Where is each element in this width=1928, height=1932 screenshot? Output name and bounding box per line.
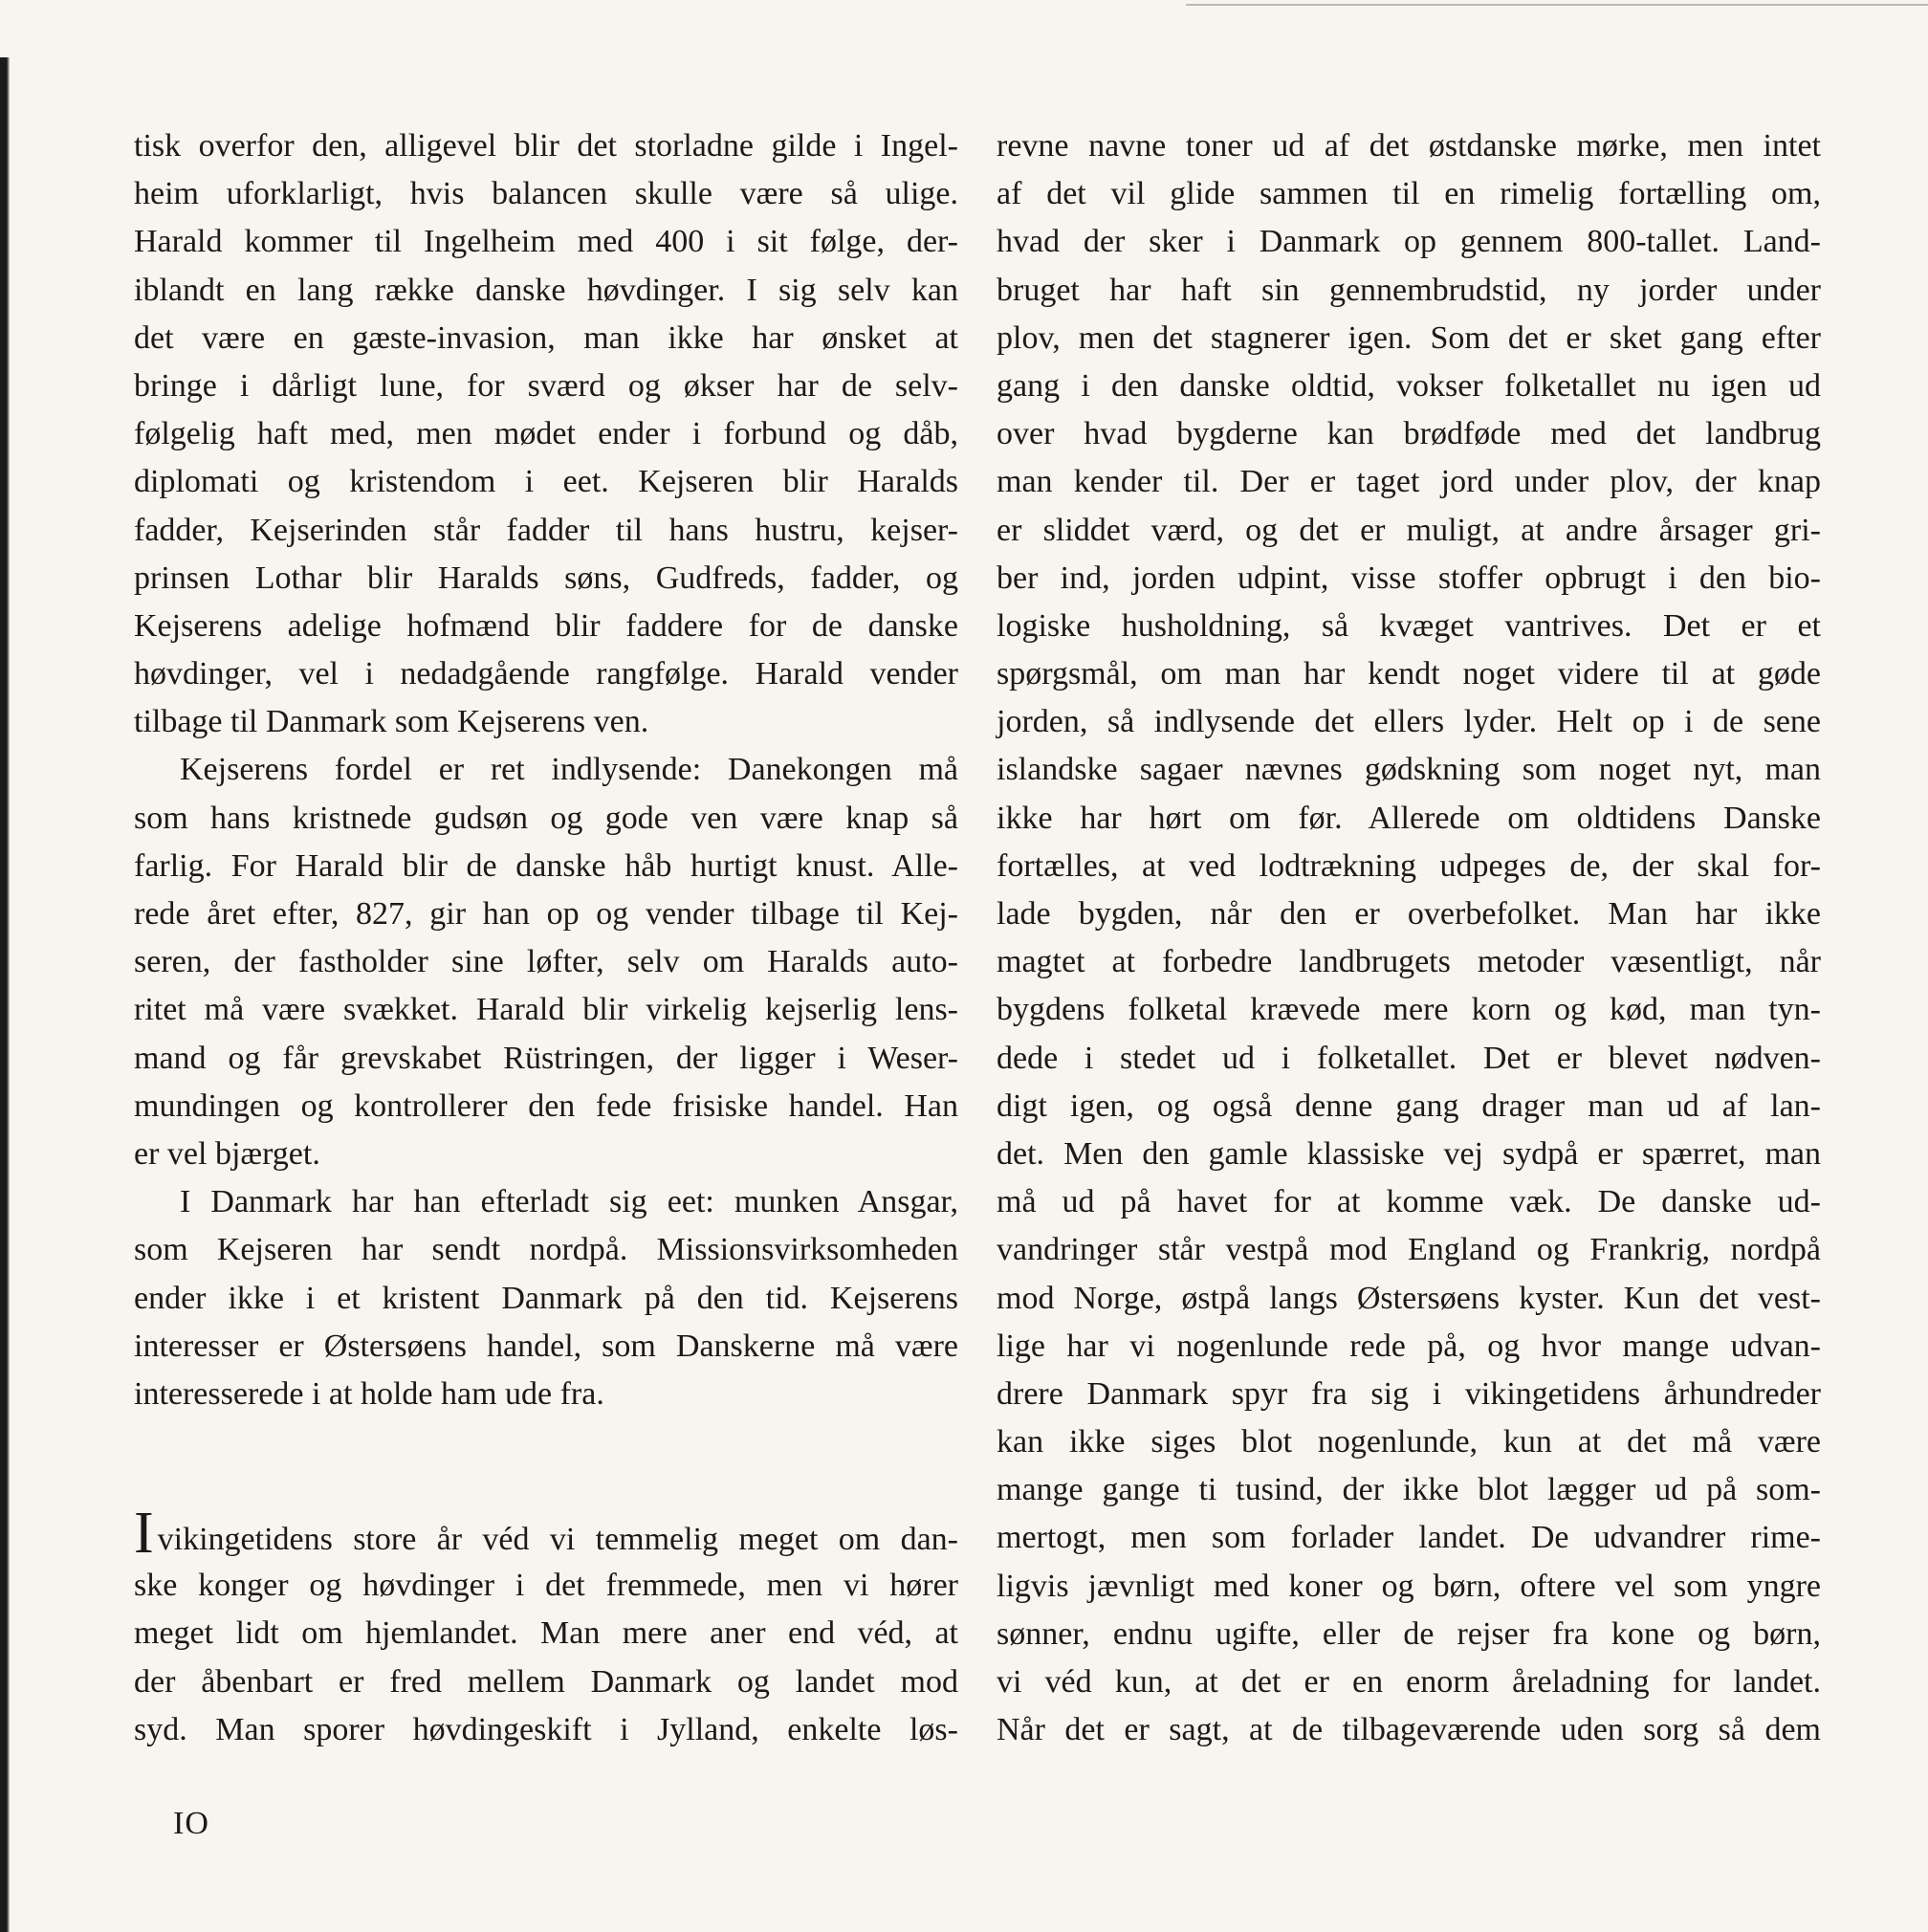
text-line: vi véd kun, at det er en enorm åreladning for landet. — [997, 1664, 1821, 1700]
text-line: bruget har haft sin gennembrudstid, ny jorder under — [997, 272, 1821, 308]
text-line: plov, men det stagnerer igen. Som det er sket gang efter — [997, 319, 1821, 356]
text-line: diplomati og kristendom i eet. Kejseren blir Haralds — [134, 464, 958, 500]
text-line: af det vil glide sammen til en rimelig fortælling om, — [997, 176, 1821, 212]
page-edge-shadow — [0, 57, 10, 1932]
page-number: IO — [173, 1806, 209, 1841]
text-line: revne navne toner ud af det østdanske mørke, men intet — [997, 128, 1821, 164]
text-line: der åbenbart er fred mellem Danmark og landet mod — [134, 1663, 958, 1700]
text-line: bringe i dårligt lune, for sværd og økser har de selv- — [134, 367, 958, 404]
text-line: ritet må være svækket. Harald blir virkelig kejserlig lens- — [134, 992, 958, 1028]
text-line: det være en gæste-invasion, man ikke har ønsket at — [134, 319, 958, 356]
text-line: Når det er sagt, at de tilbageværende uden sorg så dem — [997, 1712, 1821, 1748]
text-line: I Danmark har han efterladt sig eet: munken Ansgar, — [180, 1184, 958, 1220]
text-line: meget lidt om hjemlandet. Man mere aner end véd, at — [134, 1615, 958, 1652]
text-line: må ud på havet for at komme væk. De danske ud- — [997, 1184, 1821, 1220]
text-line: interesser er Østersøens handel, som Danskerne må være — [134, 1328, 958, 1364]
text-line: mand og får grevskabet Rüstringen, der ligger i Weser- — [134, 1040, 958, 1076]
text-line: dede i stedet ud i folketallet. Det er blevet nødven- — [997, 1040, 1821, 1076]
drop-initial: I — [134, 1501, 154, 1567]
text-line: spørgsmål, om man har kendt noget videre til at gøde — [997, 656, 1821, 692]
text-line: ber ind, jorden udpint, visse stoffer opbrugt i den bio- — [997, 560, 1821, 596]
text-line: bygdens folketal krævede mere korn og kød, man tyn- — [997, 992, 1821, 1028]
right-text-column — [997, 122, 1821, 1754]
text-line: iblandt en lang række danske høvdinger. I sig selv kan — [134, 272, 958, 308]
text-line: som Kejseren har sendt nordpå. Missionsvirksomheden — [134, 1232, 958, 1268]
left-text-column — [134, 122, 958, 1754]
text-line: ikke har hørt om før. Allerede om oldtidens Danske — [997, 800, 1821, 836]
text-line: syd. Man sporer høvdingeskift i Jylland, enkelte løs- — [134, 1711, 958, 1747]
text-line: rede året efter, 827, gir han op og vender tilbage til Kej- — [134, 896, 958, 932]
text-line: er sliddet værd, og det er muligt, at andre årsager gri- — [997, 512, 1821, 548]
text-line: islandske sagaer nævnes gødskning som noget nyt, man — [997, 752, 1821, 788]
text-line: mundingen og kontrollerer den fede frisiske handel. Han — [134, 1087, 958, 1124]
text-line: er vel bjærget. — [134, 1135, 320, 1172]
text-line: tilbage til Danmark som Kejserens ven. — [134, 704, 649, 740]
text-line: digt igen, og også denne gang drager man ud af lan- — [997, 1087, 1821, 1124]
text-line: over hvad bygderne kan brødføde med det landbrug — [997, 416, 1821, 452]
text-line: Kejserens fordel er ret indlysende: Danekongen må — [180, 752, 958, 788]
text-line: fortælles, at ved lodtrækning udpeges de, der skal for- — [997, 847, 1821, 884]
text-line: mertogt, men som forlader landet. De udvandrer rime- — [997, 1520, 1821, 1556]
text-line: logiske husholdning, så kvæget vantrives. Det er et — [997, 607, 1821, 644]
text-line: det. Men den gamle klassiske vej sydpå er spærret, man — [997, 1135, 1821, 1172]
text-line: Kejserens adelige hofmænd blir faddere for de danske — [134, 607, 958, 644]
text-line: hvad der sker i Danmark op gennem 800-tallet. Land- — [997, 224, 1821, 260]
text-line: lade bygden, når den er overbefolket. Man har ikke — [997, 896, 1821, 932]
text-line: drere Danmark spyr fra sig i vikingetidens århundreder — [997, 1375, 1821, 1412]
text-line: høvdinger, vel i nedadgående rangfølge. Harald vender — [134, 656, 958, 692]
text-line: jorden, så indlysende det ellers lyder. Helt op i de sene — [997, 704, 1821, 740]
text-line: farlig. For Harald blir de danske håb hurtigt knust. Alle- — [134, 847, 958, 884]
text-line-content: vikingetidens store år véd vi temmelig meget om dan- — [157, 1522, 958, 1558]
text-line: ender ikke i et kristent Danmark på den tid. Kejserens — [134, 1280, 958, 1316]
text-line — [134, 1501, 958, 1567]
text-line: mod Norge, østpå langs Østersøens kyster. Kun det vest- — [997, 1280, 1821, 1316]
top-border-line — [1186, 4, 1928, 6]
text-line: man kender til. Der er taget jord under plov, der knap — [997, 464, 1821, 500]
text-line: prinsen Lothar blir Haralds søns, Gudfreds, fadder, og — [134, 560, 958, 596]
text-line: mange gange ti tusind, der ikke blot lægger ud på som- — [997, 1472, 1821, 1508]
text-line: kan ikke siges blot nogenlunde, kun at det må være — [997, 1424, 1821, 1460]
text-line: fadder, Kejserinden står fadder til hans hustru, kejser- — [134, 512, 958, 548]
text-line: tisk overfor den, alligevel blir det storladne gilde i Ingel- — [134, 128, 958, 164]
text-line: magtet at forbedre landbrugets metoder væsentligt, når — [997, 944, 1821, 980]
text-line: følgelig haft med, men mødet ender i forbund og dåb, — [134, 416, 958, 452]
text-line: vandringer står vestpå mod England og Frankrig, nordpå — [997, 1232, 1821, 1268]
text-line: Harald kommer til Ingelheim med 400 i sit følge, der- — [134, 224, 958, 260]
text-line: heim uforklarligt, hvis balancen skulle være så ulige. — [134, 176, 958, 212]
text-line: sønner, endnu ugifte, eller de rejser fra kone og børn, — [997, 1615, 1821, 1652]
text-line: ske konger og høvdinger i det fremmede, men vi hører — [134, 1568, 958, 1604]
text-line: gang i den danske oldtid, vokser folketallet nu igen ud — [997, 367, 1821, 404]
text-line: som hans kristnede gudsøn og gode ven være knap så — [134, 800, 958, 836]
text-line: ligvis jævnligt med koner og børn, oftere vel som yngre — [997, 1568, 1821, 1604]
text-line: interesserede i at holde ham ude fra. — [134, 1375, 604, 1412]
text-line: seren, der fastholder sine løfter, selv om Haralds auto- — [134, 944, 958, 980]
text-line: lige har vi nogenlunde rede på, og hvor mange udvan- — [997, 1328, 1821, 1364]
